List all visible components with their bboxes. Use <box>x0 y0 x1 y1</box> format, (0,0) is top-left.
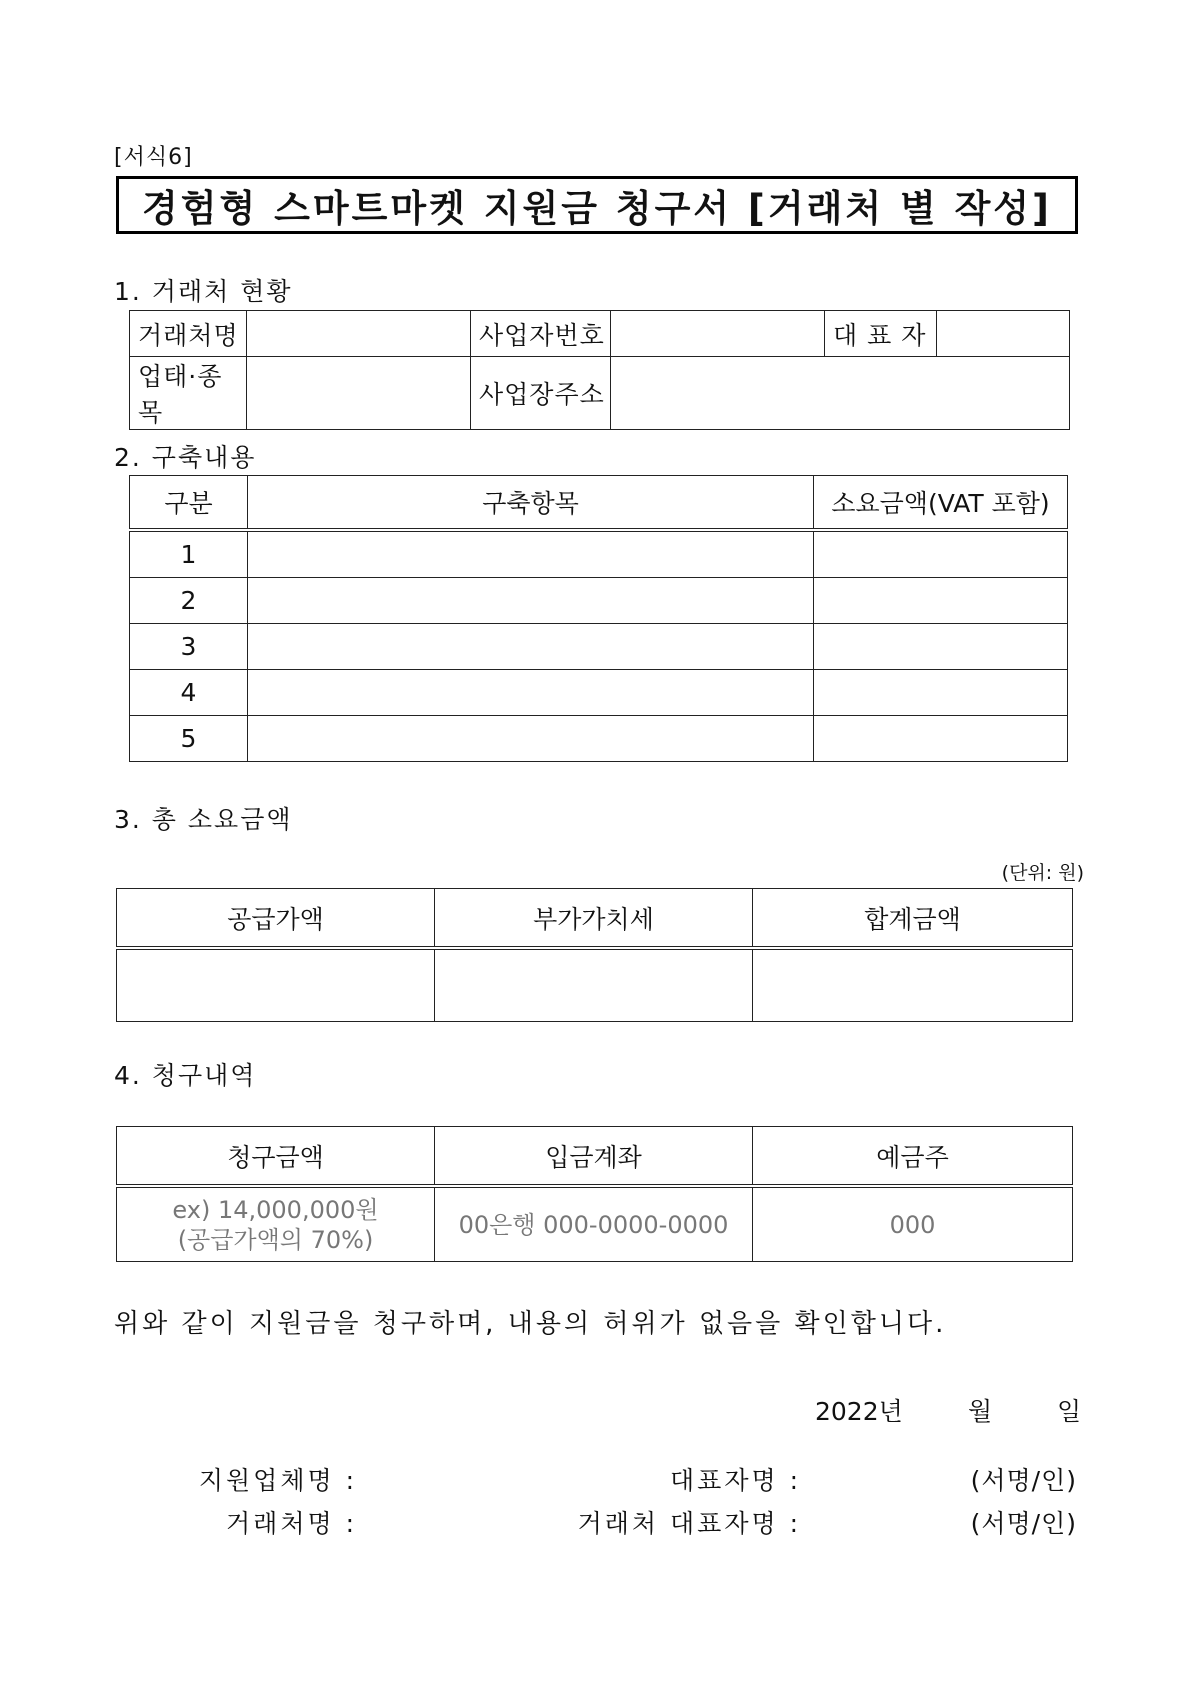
row-number: 3 <box>130 624 248 670</box>
representative-label: 대 표 자 <box>825 311 937 357</box>
section2-heading: 2. 구축내용 <box>114 443 257 472</box>
claim-amount-example: ex) 14,000,000원 <box>172 1195 379 1224</box>
client-name-label: 거래처명 <box>130 311 247 357</box>
col-item: 구축항목 <box>248 476 814 531</box>
table-row <box>130 624 1068 670</box>
cost-cell[interactable] <box>814 670 1068 716</box>
form-title: 경험형 스마트마켓 지원금 청구서 [거래처 별 작성] <box>142 187 1052 230</box>
claim-table <box>116 1126 1073 1262</box>
col-account-holder: 예금주 <box>753 1127 1073 1187</box>
company-rep-label: 대표자명 : <box>670 1466 801 1495</box>
section3-heading: 3. 총 소요금액 <box>114 805 293 834</box>
col-category: 구분 <box>130 476 248 531</box>
cost-cell[interactable] <box>814 624 1068 670</box>
row-number: 5 <box>130 716 248 762</box>
representative-field[interactable] <box>937 311 1070 357</box>
business-address-field[interactable] <box>611 357 1070 430</box>
client-name-label: 거래처명 : <box>226 1509 357 1538</box>
form-number: [서식6] <box>114 145 193 170</box>
col-deposit-account: 입금계좌 <box>435 1127 753 1187</box>
client-rep-label: 거래처 대표자명 : <box>577 1509 801 1538</box>
section1-heading: 1. 거래처 현황 <box>114 277 293 306</box>
item-cell[interactable] <box>248 624 814 670</box>
col-supply-value: 공급가액 <box>117 889 435 949</box>
business-address-label: 사업장주소 <box>471 357 611 430</box>
client-info-table <box>129 310 1070 430</box>
business-number-label: 사업자번호 <box>471 311 611 357</box>
col-claim-amount: 청구금액 <box>117 1127 435 1187</box>
date-day: 일 <box>1057 1397 1082 1426</box>
table-row <box>130 716 1068 762</box>
item-cell[interactable] <box>248 716 814 762</box>
account-holder-field[interactable]: 000 <box>753 1186 1073 1262</box>
company-sign-mark: (서명/인) <box>970 1466 1077 1495</box>
cost-cell[interactable] <box>814 530 1068 578</box>
company-name-label: 지원업체명 : <box>198 1466 357 1495</box>
section4-heading: 4. 청구내역 <box>114 1061 257 1090</box>
col-total: 합계금액 <box>753 889 1073 949</box>
unit-label: (단위: 원) <box>1001 862 1084 884</box>
date-month: 월 <box>968 1397 993 1426</box>
construction-table <box>129 475 1068 762</box>
client-name-field[interactable] <box>247 311 471 357</box>
cost-cell[interactable] <box>814 716 1068 762</box>
business-number-field[interactable] <box>611 311 825 357</box>
total-field[interactable] <box>753 948 1073 1022</box>
table-row <box>130 670 1068 716</box>
cost-cell[interactable] <box>814 578 1068 624</box>
date-year: 2022년 <box>815 1397 903 1426</box>
item-cell[interactable] <box>248 670 814 716</box>
business-type-field[interactable] <box>247 357 471 430</box>
row-number: 4 <box>130 670 248 716</box>
row-number: 1 <box>130 530 248 578</box>
row-number: 2 <box>130 578 248 624</box>
form-title-box <box>116 176 1078 234</box>
col-cost: 소요금액(VAT 포함) <box>814 476 1068 531</box>
claim-amount-note: (공급가액의 70%) <box>177 1225 374 1254</box>
table-row <box>130 578 1068 624</box>
business-type-label: 업태·종목 <box>130 357 247 430</box>
client-sign-mark: (서명/인) <box>970 1509 1077 1538</box>
total-amount-table <box>116 888 1073 1022</box>
supply-value-field[interactable] <box>117 948 435 1022</box>
claim-amount-field[interactable] <box>117 1186 435 1262</box>
table-row <box>130 530 1068 578</box>
item-cell[interactable] <box>248 578 814 624</box>
col-vat: 부가가치세 <box>435 889 753 949</box>
deposit-account-field[interactable]: 00은행 000-0000-0000 <box>435 1186 753 1262</box>
item-cell[interactable] <box>248 530 814 578</box>
confirmation-text: 위와 같이 지원금을 청구하며, 내용의 허위가 없음을 확인합니다. <box>114 1309 947 1339</box>
vat-field[interactable] <box>435 948 753 1022</box>
